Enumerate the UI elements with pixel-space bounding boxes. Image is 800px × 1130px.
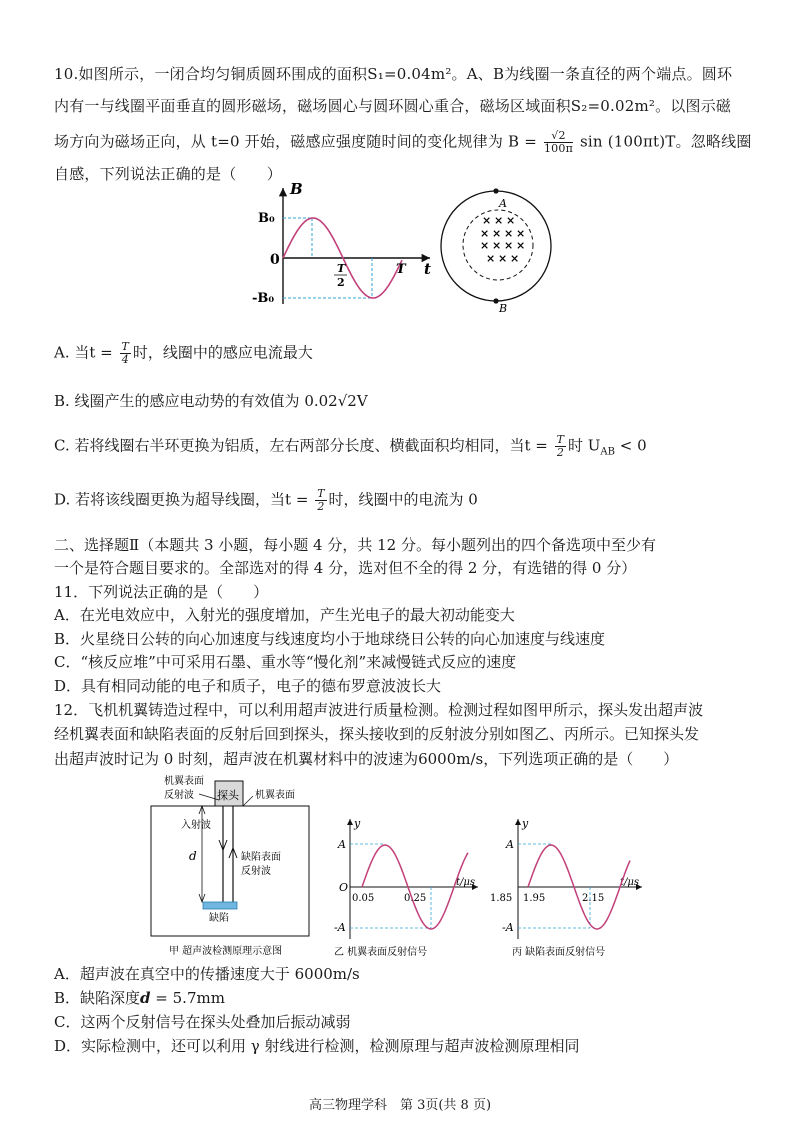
field-cross-13: × bbox=[510, 252, 520, 265]
q10-option-a bbox=[54, 341, 313, 366]
q10-option-b: B. 线圈产生的感应电动势的有效值为 0.02√2V bbox=[54, 392, 368, 410]
field-cross-8: × bbox=[492, 239, 502, 252]
q10-option-c-time: 时 U bbox=[567, 436, 601, 455]
bing-amplitude-label: A bbox=[506, 838, 514, 851]
section-2-heading-line-2: 一个是符合题目要求的。全部选对的得 4 分，选对但不全的得 2 分，有选错的得 0 分） bbox=[54, 559, 637, 577]
wing-block bbox=[151, 806, 309, 936]
bing-t-label: t/μs bbox=[620, 877, 640, 888]
q12-stem-line-3: 出超声波时记为 0 时刻，超声波在机翼材料中的波速为6000m/s，下列选项正确的是（ ） bbox=[54, 750, 679, 768]
point-a-label: A bbox=[499, 197, 507, 210]
yi-y-label: y bbox=[354, 817, 361, 830]
yi-tick-1: 0.05 bbox=[352, 893, 375, 904]
field-cross-6: × bbox=[516, 227, 526, 240]
q11-stem: 11．下列说法正确的是（ ） bbox=[54, 583, 269, 601]
q10-option-c-fraction bbox=[555, 434, 566, 459]
q12-stem-line-2: 经机翼表面和缺陷表面的反射后回到探头，探头接收到的反射波分别如图乙、丙所示。已知探头发 bbox=[54, 725, 700, 743]
q10-option-d bbox=[54, 488, 478, 513]
q10-option-c-subscript: AB bbox=[600, 446, 615, 458]
field-cross-7: × bbox=[480, 239, 490, 252]
q10-coil-diagram bbox=[436, 184, 556, 314]
defect-reflect-label-1: 缺陷表面 bbox=[241, 852, 281, 863]
surface-reflect-label-2: 反射波 bbox=[164, 790, 194, 801]
q10-option-a-fraction-denominator: 4 bbox=[121, 353, 129, 366]
q10-option-c-fraction-numerator: T bbox=[556, 433, 564, 446]
bing-tick-0: 1.85 bbox=[490, 893, 513, 904]
surface-reflect-label-1: 机翼表面 bbox=[164, 776, 204, 787]
q12-option-b-prefix: B．缺陷深度 bbox=[54, 989, 141, 1007]
half-period-denominator: 2 bbox=[337, 276, 345, 289]
q10-option-d-fraction bbox=[315, 488, 326, 513]
t-axis-label: t bbox=[424, 260, 431, 278]
yi-neg-amplitude-label: -A bbox=[334, 921, 346, 934]
q10-option-d-fraction-denominator: 2 bbox=[317, 500, 325, 513]
q10-fraction-numerator: √2 bbox=[544, 130, 573, 143]
neg-b0-label: -B₀ bbox=[252, 291, 275, 306]
q11-option-d: D．具有相同动能的电子和质子，电子的德布罗意波波长大 bbox=[54, 677, 442, 695]
q10-stem-line-3-text: 场方向为磁场正向，从 t=0 开始，磁感应强度随时间的变化规律为 B = bbox=[54, 132, 538, 151]
q10-option-a-fraction-numerator: T bbox=[121, 340, 129, 353]
q11-option-b: B．火星绕日公转的向心加速度与线速度均小于地球绕日公转的向心加速度与线速度 bbox=[54, 630, 606, 648]
defect-reflect-label-2: 反射波 bbox=[241, 866, 271, 877]
yi-tick-2: 0.25 bbox=[404, 893, 427, 904]
field-cross-9: × bbox=[504, 239, 514, 252]
point-b-label: B bbox=[499, 302, 508, 314]
defect-label: 缺陷 bbox=[209, 913, 229, 924]
field-cross-2: × bbox=[506, 214, 516, 227]
field-cross-4: × bbox=[492, 227, 502, 240]
field-cross-12: × bbox=[498, 252, 508, 265]
q12-option-b-value: = 5.7mm bbox=[150, 989, 225, 1007]
field-into-page-crosses bbox=[480, 214, 525, 265]
wing-surface-leader bbox=[243, 796, 253, 806]
q12-stem-line-1: 12．飞机机翼铸造过程中，可以利用超声波进行质量检测。检测过程如图甲所示，探头发出超声波 bbox=[54, 701, 704, 719]
incident-wave-label: 入射波 bbox=[181, 820, 211, 831]
q10-option-c-tail: < 0 bbox=[614, 436, 647, 455]
figure-bing-caption: 丙 缺陷表面反射信号 bbox=[512, 947, 606, 958]
field-cross-5: × bbox=[504, 227, 514, 240]
wing-surface-label: 机翼表面 bbox=[255, 790, 295, 801]
q10-option-c bbox=[54, 434, 647, 463]
field-cross-0: × bbox=[482, 214, 492, 227]
q12-figure-bing bbox=[490, 815, 650, 960]
q10-stem-line-1: 10.如图所示，一闭合均匀铜质圆环围成的面积S₁=0.04m²。A、B为线圈一条直径的两个端点。圆环 bbox=[54, 65, 733, 83]
q12-option-d: D．实际检测中，还可以利用 γ 射线进行检测，检测原理与超声波检测原理相同 bbox=[54, 1037, 580, 1055]
q10-stem-line-3 bbox=[54, 130, 752, 155]
b-axis-label: B bbox=[290, 182, 303, 198]
field-cross-3: × bbox=[480, 227, 490, 240]
q10-stem-line-4: 自感，下列说法正确的是（ ） bbox=[54, 165, 283, 183]
q10-fraction-denominator: 100π bbox=[543, 142, 574, 155]
field-cross-1: × bbox=[494, 214, 504, 227]
q10-option-c-fraction-denominator: 2 bbox=[556, 446, 564, 459]
b0-label: B₀ bbox=[258, 211, 275, 226]
bing-tick-2: 2.15 bbox=[582, 893, 605, 904]
figure-yi-caption: 乙 机翼表面反射信号 bbox=[334, 947, 428, 958]
q10-stem-line-2: 内有一与线圈平面垂直的圆形磁场，磁场圆心与圆环圆心重合，磁场区域面积S₂=0.02m²。以图示磁 bbox=[54, 97, 732, 115]
q10-b-t-graph bbox=[250, 182, 440, 312]
q10-option-d-prefix: D. 若将该线圈更换为超导线圈，当t = bbox=[54, 490, 309, 509]
yi-amplitude-label: A bbox=[338, 838, 346, 851]
q11-option-c: C．“核反应堆”中可采用石墨、重水等“慢化剂”来减慢链式反应的速度 bbox=[54, 653, 517, 671]
figure-jia-caption: 甲 超声波检测原理示意图 bbox=[169, 946, 283, 957]
q12-figure-yi bbox=[328, 815, 488, 960]
q11-option-a: A．在光电效应中，入射光的强度增加，产生光电子的最大初动能变大 bbox=[54, 606, 515, 624]
q10-option-c-prefix: C. 若将线圈右半环更换为铝质，左右两部分长度、横截面积均相同，当t = bbox=[54, 436, 548, 455]
bing-tick-1: 1.95 bbox=[523, 893, 546, 904]
q12-figure-jia bbox=[145, 770, 320, 960]
yi-t-label: t/μs bbox=[456, 877, 476, 888]
q10-formula-fraction bbox=[544, 130, 573, 155]
defect-block bbox=[203, 902, 237, 909]
section-2-heading-line-1: 二、选择题Ⅱ（本题共 3 小题，每小题 4 分，共 12 分。每小题列出的四个备选项中至少有 bbox=[54, 536, 656, 554]
period-label: T bbox=[396, 262, 406, 277]
q12-option-b-variable: d bbox=[140, 989, 151, 1007]
q10-stem-line-3-tail: sin (100πt)T。忽略线圈 bbox=[579, 132, 752, 151]
point-b-dot bbox=[493, 298, 498, 303]
point-a-dot bbox=[493, 188, 498, 193]
page-footer: 高三物理学科 第 3页(共 8 页) bbox=[308, 1098, 492, 1113]
bing-y-label: y bbox=[522, 817, 529, 830]
q10-option-a-suffix: 时，线圈中的感应电流最大 bbox=[132, 343, 313, 362]
q10-option-d-fraction-numerator: T bbox=[317, 487, 325, 500]
origin-label: 0 bbox=[270, 252, 280, 268]
bing-neg-amplitude-label: -A bbox=[502, 921, 514, 934]
depth-d-label: d bbox=[189, 849, 197, 863]
field-cross-10: × bbox=[516, 239, 526, 252]
q10-option-d-suffix: 时，线圈中的电流为 0 bbox=[328, 490, 478, 509]
q10-option-a-prefix: A. 当t = bbox=[54, 343, 113, 362]
q12-option-a: A．超声波在真空中的传播速度大于 6000m/s bbox=[54, 965, 360, 983]
yi-origin-label: O bbox=[339, 881, 349, 894]
q10-option-a-fraction bbox=[120, 341, 131, 366]
field-cross-11: × bbox=[486, 252, 496, 265]
probe-label: 探头 bbox=[217, 789, 239, 802]
q12-option-b bbox=[54, 988, 225, 1008]
half-period-numerator: T bbox=[337, 262, 346, 275]
q12-option-c: C．这两个反射信号在探头处叠加后振动减弱 bbox=[54, 1013, 351, 1031]
